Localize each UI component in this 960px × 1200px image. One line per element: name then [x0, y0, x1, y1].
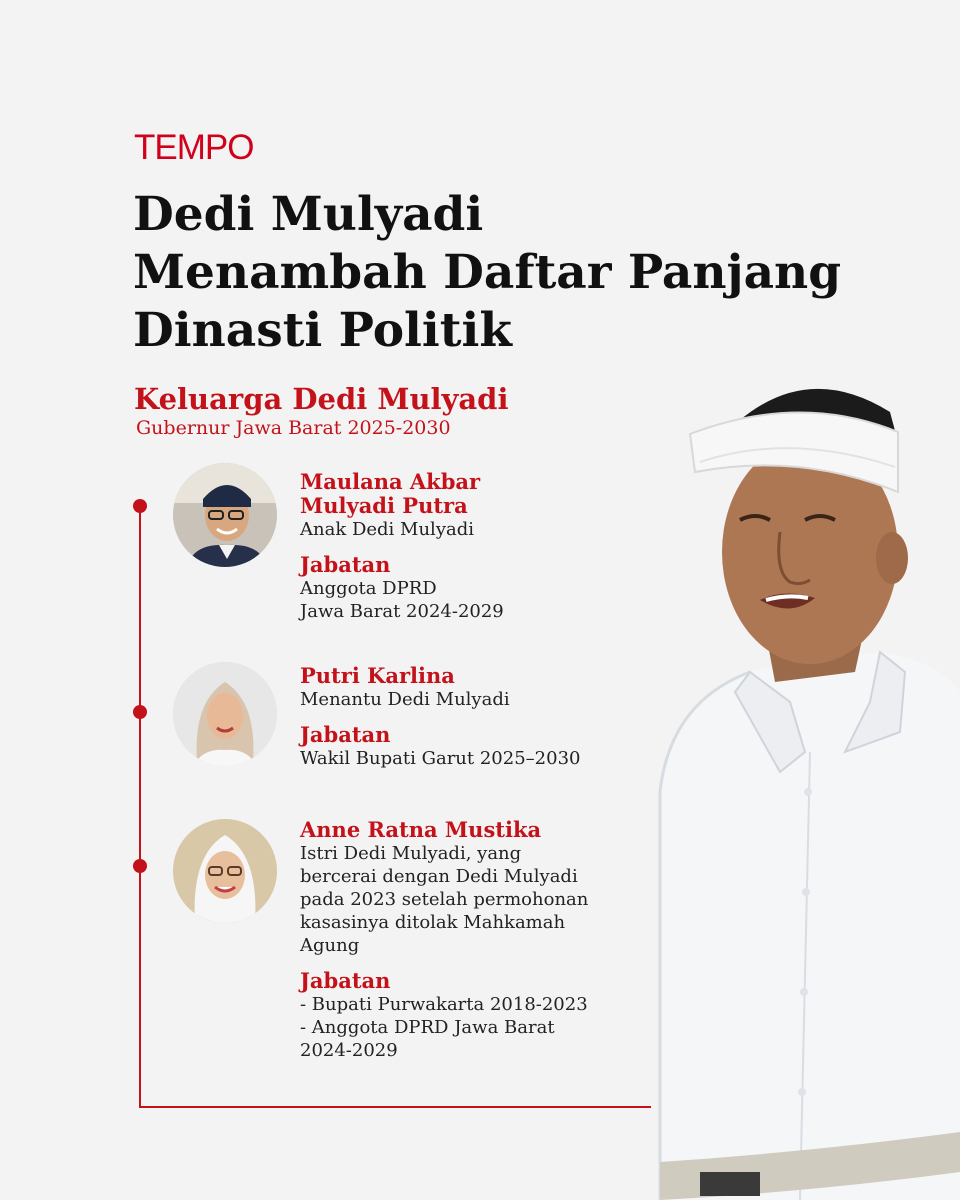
person-photo-icon [173, 463, 277, 567]
avatar-photo [173, 662, 277, 766]
member-name: Anne Ratna Mustika [300, 817, 542, 842]
member-card [300, 470, 660, 623]
member-card [300, 818, 660, 1062]
member-relation: Istri Dedi Mulyadi, yang bercerai dengan Dedi Mulyadi pada 2023 setelah permohonan kasasinya ditolak Mahkamah Agung [300, 843, 589, 956]
timeline-dot [133, 499, 147, 513]
brand-logo: TEMPO [134, 128, 254, 167]
avatar-photo [173, 819, 277, 923]
member-name: Putri Karlina [300, 663, 455, 688]
person-photo-icon [173, 819, 277, 923]
member-position: Anggota DPRD Jawa Barat 2024-2029 [300, 578, 504, 622]
member-name: Maulana Akbar Mulyadi Putra [300, 469, 481, 518]
headline [133, 186, 873, 360]
position-label: Jabatan [300, 552, 391, 577]
section-subtitle: Gubernur Jawa Barat 2025-2030 [136, 417, 451, 439]
member-position: Wakil Bupati Garut 2025–2030 [300, 748, 581, 769]
position-label: Jabatan [300, 968, 391, 993]
timeline-dot [133, 859, 147, 873]
section-title: Keluarga Dedi Mulyadi [134, 382, 509, 416]
position-label: Jabatan [300, 722, 391, 747]
member-position: - Bupati Purwakarta 2018-2023 - Anggota DPRD Jawa Barat 2024-2029 [300, 994, 588, 1061]
timeline-base-line [139, 1106, 651, 1108]
timeline-line [139, 506, 141, 1108]
timeline-dot [133, 705, 147, 719]
main-portrait-photo [640, 372, 960, 1200]
avatar-photo [173, 463, 277, 567]
person-portrait-icon [640, 372, 960, 1200]
member-relation: Anak Dedi Mulyadi [300, 519, 474, 540]
headline-text: Dedi Mulyadi Menambah Daftar Panjang Dinasti Politik [133, 187, 842, 358]
member-card [300, 664, 660, 770]
person-photo-icon [173, 662, 277, 766]
member-relation: Menantu Dedi Mulyadi [300, 689, 510, 710]
